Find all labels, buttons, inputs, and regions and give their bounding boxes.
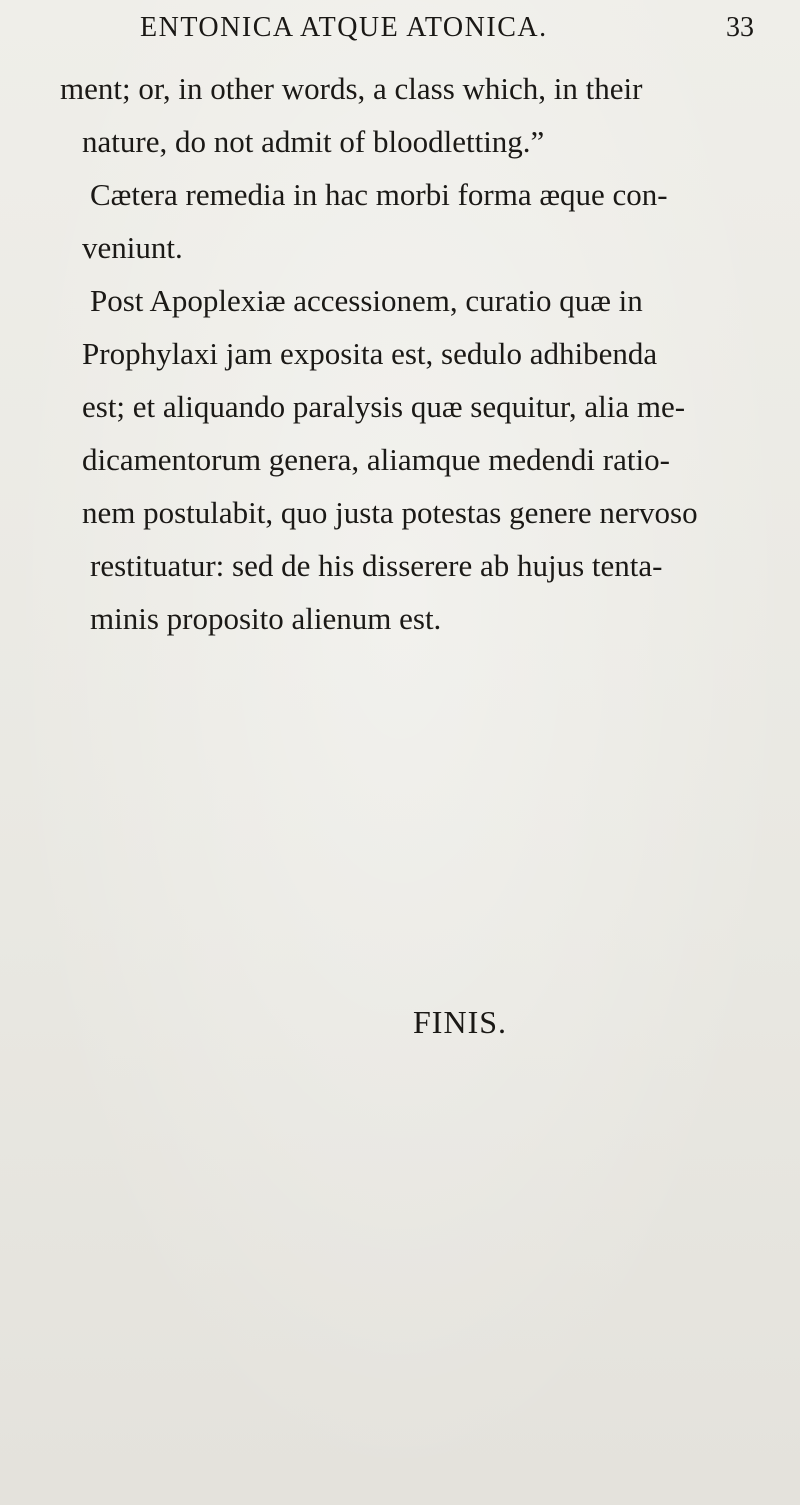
finis: FINIS.	[413, 1004, 508, 1040]
running-head	[0, 12, 800, 52]
text-line: dicamentorum genera, aliamque medendi ratio-	[82, 442, 670, 477]
page-number: 33	[726, 12, 754, 43]
text-line: ment; or, in other words, a class which, in their	[60, 71, 643, 106]
text-line: restituatur: sed de his disserere ab hujus tenta-	[90, 548, 663, 583]
text-line: minis proposito alienum est.	[90, 601, 442, 636]
text-line: Prophylaxi jam exposita est, sedulo adhibenda	[82, 336, 658, 371]
text-line: est; et aliquando paralysis quæ sequitur, alia me-	[82, 389, 686, 424]
text-line: nem postulabit, quo justa potestas genere nervoso	[82, 495, 698, 530]
running-title: ENTONICA ATQUE ATONICA.	[140, 12, 548, 43]
text-line: Cætera remedia in hac morbi forma æque con-	[90, 177, 668, 212]
text-line: veniunt.	[82, 230, 183, 265]
text-line: Post Apoplexiæ accessionem, curatio quæ in	[90, 283, 643, 318]
body-text	[60, 62, 750, 645]
text-line: nature, do not admit of bloodletting.”	[82, 124, 545, 159]
